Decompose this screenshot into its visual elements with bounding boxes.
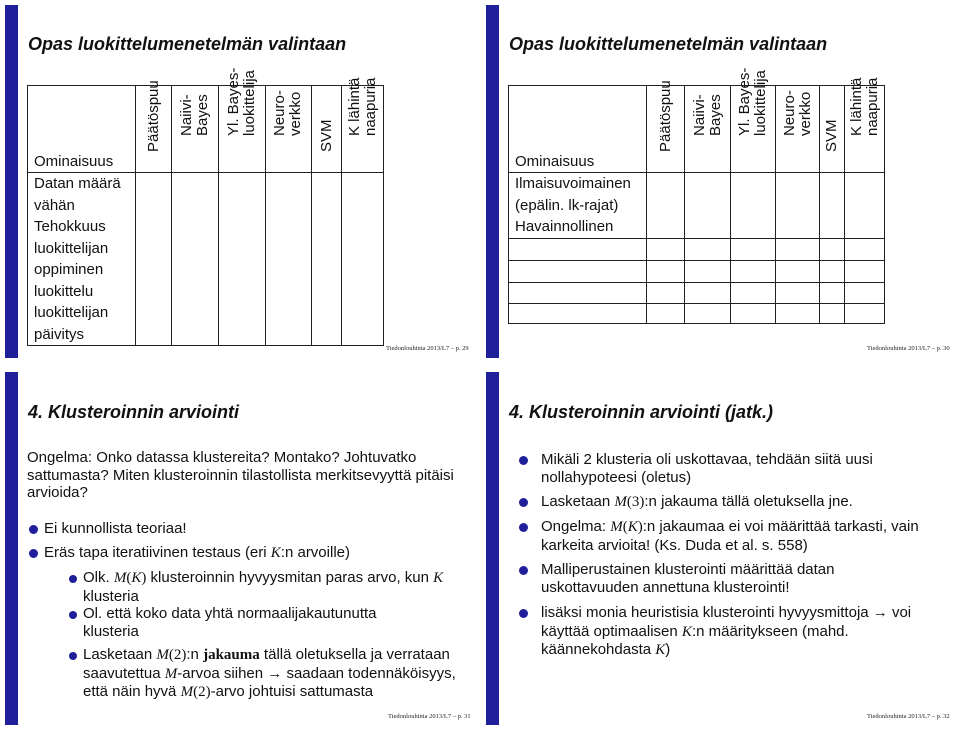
empty-cell bbox=[776, 239, 820, 261]
slide-accent-bar bbox=[5, 372, 18, 725]
table-header-cell bbox=[509, 86, 647, 173]
empty-cell bbox=[509, 239, 647, 261]
empty-cell bbox=[776, 261, 820, 283]
empty-cell bbox=[219, 173, 266, 346]
column-label: Neuro- verkko bbox=[780, 90, 814, 136]
slide-title: 4. Klusteroinnin arviointi (jatk.) bbox=[509, 402, 774, 422]
slide-footer: Tiedonlouhinta 2013/L7 – p. 31 bbox=[388, 713, 471, 720]
column-header bbox=[730, 67, 776, 173]
bullet-text: Eräs tapa iteratiivinen testaus (eri K:n arvoille) bbox=[44, 544, 350, 561]
slide-32 bbox=[486, 372, 955, 725]
empty-cell bbox=[509, 304, 647, 324]
column-label: Yl. Bayes- luokittelija bbox=[736, 67, 770, 136]
bullet-dot-icon bbox=[29, 549, 38, 558]
empty-cell bbox=[845, 239, 885, 261]
bullet-dot-icon bbox=[519, 609, 528, 618]
row-label: Datan määrä bbox=[34, 175, 121, 192]
empty-cell bbox=[312, 173, 342, 346]
sub-bullet-text: Olk. M(K) klusteroinnin hyvyysmitan paras arvo, kun K klusteria bbox=[83, 569, 444, 605]
empty-cell bbox=[685, 239, 731, 261]
column-header bbox=[647, 80, 685, 173]
empty-cell bbox=[647, 173, 685, 239]
row-label: Tehokkuus bbox=[34, 218, 106, 235]
empty-cell bbox=[685, 283, 731, 304]
sub-bullet-dot-icon bbox=[69, 575, 77, 583]
row-label: luokittelijan bbox=[34, 239, 109, 257]
column-label: K lähintä naapuria bbox=[847, 77, 881, 136]
slide-footer: Tiedonlouhinta 2013/L7 – p. 30 bbox=[867, 345, 950, 352]
slide-31 bbox=[5, 372, 474, 725]
column-header bbox=[776, 86, 820, 173]
column-label: SVM bbox=[823, 119, 841, 152]
column-label: SVM bbox=[317, 119, 335, 152]
sub-bullet-text: Lasketaan M(2):n jakauma tällä oletuksella ja verrataan saavutettua M-arvoa siihen → saadaan todennäköisyys, että näin hyvä M(2)-arvo johtuisi sattumasta bbox=[83, 646, 456, 700]
column-header bbox=[819, 86, 844, 173]
bullet-dot-icon bbox=[519, 523, 528, 532]
bullet-text: Ongelma: M(K):n jakaumaa ei voi määrittää tarkasti, vain karkeita arvioita! (Ks. Duda et al. s. 558) bbox=[541, 518, 919, 554]
slide-footer: Tiedonlouhinta 2013/L7 – p. 32 bbox=[867, 713, 950, 720]
bullet-text: Mikäli 2 klusteria oli uskottavaa, tehdään siitä uusi nollahypoteesi (oletus) bbox=[541, 451, 873, 486]
slide-29 bbox=[5, 5, 474, 358]
row-label: luokittelijan bbox=[34, 304, 109, 321]
empty-cell bbox=[776, 304, 820, 324]
row-labels-cell bbox=[509, 173, 647, 239]
empty-cell bbox=[342, 173, 384, 346]
slide-accent-bar bbox=[486, 5, 499, 358]
intro-text: Ongelma: Onko datassa klustereita? Montako? Johtuvatko sattumasta? Miten klusteroinnin tilastollista merkitsevyyttä pitäisi arvioida? bbox=[27, 449, 454, 501]
empty-cell bbox=[819, 173, 844, 239]
row-label: luokittelu bbox=[34, 282, 94, 300]
column-label: Päätöspuu bbox=[144, 80, 162, 152]
comparison-table bbox=[27, 67, 384, 346]
column-header bbox=[172, 86, 219, 173]
row-label: vähän bbox=[34, 196, 75, 214]
bullet-dot-icon bbox=[519, 566, 528, 575]
bullet-dot-icon bbox=[519, 456, 528, 465]
bullet-text: Lasketaan M(3):n jakauma tällä oletuksella jne. bbox=[541, 493, 853, 510]
empty-cell bbox=[819, 304, 844, 324]
column-header bbox=[265, 86, 312, 173]
empty-cell bbox=[685, 173, 731, 239]
row-label: oppiminen bbox=[34, 261, 104, 278]
slide-30 bbox=[486, 5, 955, 358]
empty-cell bbox=[776, 173, 820, 239]
column-header bbox=[685, 86, 731, 173]
row-label: Havainnollinen bbox=[515, 218, 614, 235]
row-label: päivitys bbox=[34, 325, 85, 343]
bullet-dot-icon bbox=[519, 498, 528, 507]
row-labels-cell bbox=[28, 173, 136, 346]
empty-cell bbox=[685, 304, 731, 324]
comparison-table bbox=[508, 67, 885, 324]
column-label: Päätöspuu bbox=[656, 80, 674, 152]
empty-cell bbox=[730, 173, 776, 239]
slide-accent-bar bbox=[5, 5, 18, 358]
table-header-label: Ominaisuus bbox=[34, 152, 114, 170]
slide-title: Opas luokittelumenetelmän valintaan bbox=[28, 34, 347, 54]
empty-cell bbox=[730, 304, 776, 324]
empty-cell bbox=[135, 173, 172, 346]
column-header bbox=[845, 77, 885, 173]
column-label: Neuro- verkko bbox=[271, 90, 305, 136]
empty-cell bbox=[845, 304, 885, 324]
empty-cell bbox=[845, 261, 885, 283]
row-label: Ilmaisuvoimainen bbox=[515, 175, 631, 192]
column-label: Yl. Bayes- luokittelija bbox=[224, 67, 258, 136]
empty-cell bbox=[647, 304, 685, 324]
empty-cell bbox=[647, 283, 685, 304]
empty-cell bbox=[647, 239, 685, 261]
sub-bullet-text: Ol. että koko data yhtä normaalijakautunutta klusteria bbox=[83, 605, 377, 640]
empty-cell bbox=[172, 173, 219, 346]
empty-cell bbox=[845, 283, 885, 304]
empty-cell bbox=[730, 283, 776, 304]
empty-cell bbox=[776, 283, 820, 304]
empty-cell bbox=[730, 261, 776, 283]
empty-cell bbox=[647, 261, 685, 283]
empty-cell bbox=[685, 261, 731, 283]
slide-footer: Tiedonlouhinta 2013/L7 – p. 29 bbox=[386, 345, 469, 352]
empty-cell bbox=[509, 283, 647, 304]
column-header bbox=[219, 67, 266, 173]
empty-cell bbox=[819, 261, 844, 283]
column-label: Naiivi- Bayes bbox=[178, 94, 212, 136]
sub-bullet-dot-icon bbox=[69, 611, 77, 619]
sub-bullet-dot-icon bbox=[69, 652, 77, 660]
bullet-text: Malliperustainen klusterointi määrittää datan uskottavuuden annettuna klusterointi! bbox=[541, 561, 835, 596]
bullet-text: Ei kunnollista teoriaa! bbox=[44, 520, 187, 537]
slide-accent-bar bbox=[486, 372, 499, 725]
column-header bbox=[135, 80, 172, 173]
column-header bbox=[342, 77, 384, 173]
empty-cell bbox=[845, 173, 885, 239]
slide-title: Opas luokittelumenetelmän valintaan bbox=[509, 34, 828, 54]
column-label: K lähintä naapuria bbox=[345, 77, 379, 136]
empty-cell bbox=[730, 239, 776, 261]
bullet-text: lisäksi monia heuristisia klusterointi hyvyysmittoja → voi käyttää optimaalisen K:n määritykseen (mahd. käännekohdasta K) bbox=[541, 604, 912, 658]
table-header-cell bbox=[28, 86, 136, 173]
slide-title: 4. Klusteroinnin arviointi bbox=[28, 402, 240, 422]
column-header bbox=[312, 86, 342, 173]
empty-cell bbox=[509, 261, 647, 283]
column-label: Naiivi- Bayes bbox=[690, 94, 724, 136]
empty-cell bbox=[819, 283, 844, 304]
empty-cell bbox=[819, 239, 844, 261]
row-label: (epälin. lk-rajat) bbox=[515, 196, 619, 214]
table-header-label: Ominaisuus bbox=[515, 152, 595, 170]
bullet-dot-icon bbox=[29, 525, 38, 534]
empty-cell bbox=[265, 173, 312, 346]
